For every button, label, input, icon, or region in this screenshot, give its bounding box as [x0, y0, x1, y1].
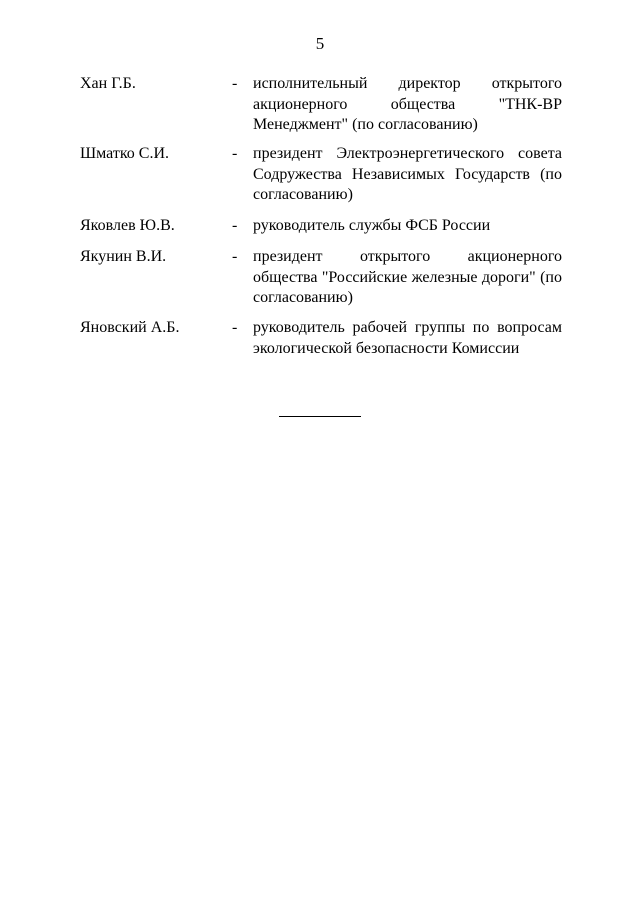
commission-member-list	[80, 74, 562, 378]
member-role: президент открытого акционерного общества "Российские железные дороги" (по согласованию)	[253, 248, 562, 306]
member-name: Якунин В.И.	[80, 248, 167, 265]
member-row	[80, 144, 562, 216]
end-of-list-rule	[279, 416, 361, 417]
member-name: Шматко С.И.	[80, 145, 170, 162]
member-row	[80, 74, 562, 144]
member-row	[80, 247, 562, 318]
page-number: 5	[315, 34, 325, 53]
member-name: Хан Г.Б.	[80, 75, 136, 92]
member-dash: -	[232, 248, 238, 265]
member-role: руководитель службы ФСБ России	[253, 217, 491, 234]
member-role: исполнительный директор открытого акционерного общества "ТНК-ВР Менеджмент" (по согласованию)	[253, 75, 562, 133]
member-role: руководитель рабочей группы по вопросам экологической безопасности Комиссии	[253, 319, 562, 357]
member-name: Яковлев Ю.В.	[80, 217, 175, 234]
member-row	[80, 216, 562, 247]
member-role: президент Электроэнергетического совета Содружества Независимых Государств (по согласованию)	[253, 145, 562, 203]
member-dash: -	[232, 75, 238, 92]
member-name: Яновский А.Б.	[80, 319, 180, 336]
member-dash: -	[232, 145, 238, 162]
member-dash: -	[232, 319, 238, 336]
member-row	[80, 318, 562, 378]
member-dash: -	[232, 217, 238, 234]
